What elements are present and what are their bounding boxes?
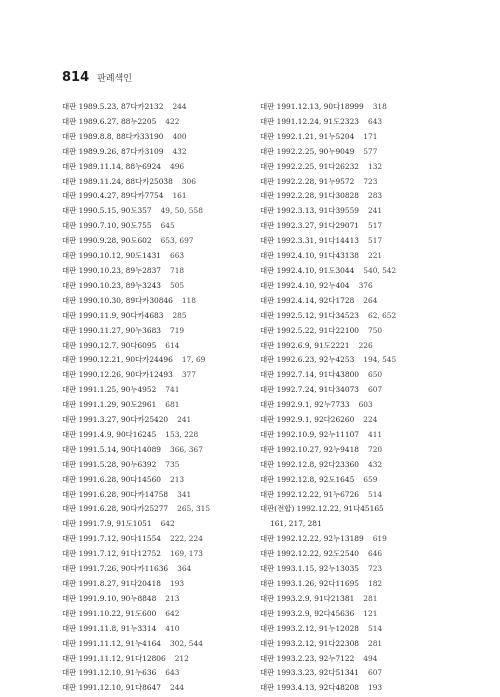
- case-citation: 대판 1993.3.23, 92다51341: [260, 668, 359, 678]
- case-index-entry: [260, 204, 460, 219]
- case-index-entry: [260, 309, 460, 324]
- case-index-entry: [62, 532, 262, 547]
- case-index-entry: [62, 383, 262, 398]
- case-citation: 대판 1992.5.22, 91다22100: [260, 325, 359, 335]
- case-index-entry: [62, 145, 262, 160]
- page-references: 226: [358, 340, 373, 350]
- case-citation: 대판 1992.7.14, 91다43800: [260, 370, 359, 380]
- case-citation: 대판 1991.7.26, 90다카11636: [62, 564, 169, 574]
- case-citation: 대판 1989.8.8, 88다카33190: [62, 131, 164, 141]
- page-references: 213: [165, 593, 180, 603]
- case-index-entry: [62, 309, 262, 324]
- page-references: 377: [181, 370, 196, 380]
- case-citation: 대판 1991.9.10, 90누8848: [62, 593, 157, 603]
- page-number: 814: [62, 70, 90, 85]
- case-citation: 대판 1990.4.27, 89다카7754: [62, 191, 164, 201]
- page-references: 281: [368, 638, 383, 648]
- case-index-entry: [260, 353, 460, 368]
- page-references: 194, 545: [363, 355, 397, 365]
- case-index-entry: [62, 234, 262, 249]
- case-citation: 대판 1990.10.30, 89다카30846: [62, 295, 173, 305]
- page-references: 642: [165, 608, 180, 618]
- case-index-entry: [260, 234, 460, 249]
- case-index-entry: [62, 249, 262, 264]
- case-citation: 대판 1990.5.15, 90도357: [62, 206, 152, 216]
- case-citation: 대판 1992.10.9, 92누11107: [260, 429, 359, 439]
- case-index-entry: [260, 577, 460, 592]
- case-index-entry: [260, 175, 460, 190]
- case-index-entry: [62, 666, 262, 681]
- page-references: 241: [177, 415, 192, 425]
- case-citation: 대판 1992.4.10, 91다43138: [260, 251, 359, 261]
- page-references: 213: [170, 474, 185, 484]
- page-references: 643: [165, 668, 180, 678]
- case-citation: 대판 1993.1.26, 92다11695: [260, 579, 359, 588]
- case-index-entry: [260, 130, 460, 145]
- case-citation: 대판 1991.6.28, 90다카25277: [62, 504, 169, 514]
- case-index-entry: [260, 458, 460, 473]
- page-references: 723: [363, 176, 378, 186]
- case-citation: 대판 1990.7.10, 90도755: [62, 221, 152, 231]
- page-references: 494: [363, 653, 378, 663]
- page-references: 49, 50, 558: [160, 206, 203, 216]
- page-references: 517: [368, 236, 383, 246]
- case-index-entry: [260, 488, 460, 503]
- case-index-entry: [62, 428, 262, 443]
- case-citation: 대판 1991.7.9, 91도1051: [62, 519, 152, 529]
- page-references: 17, 69: [181, 355, 206, 365]
- case-citation: 대판 1991.12.13, 90다18999: [260, 102, 364, 111]
- case-citation: 대판 1992.3.31, 91다14413: [260, 236, 359, 246]
- page-references: 619: [372, 534, 387, 544]
- case-citation: 대판 1989.6.27, 88누2205: [62, 116, 157, 126]
- case-citation: 대판 1992.9.1, 92누7733: [260, 400, 350, 410]
- case-index-entry: [62, 473, 262, 488]
- case-index-entry: [260, 249, 460, 264]
- case-index-entry: [62, 562, 262, 577]
- page-references: 607: [368, 385, 383, 395]
- case-index-entry: [260, 100, 460, 115]
- case-index-entry: [260, 160, 460, 175]
- case-index-entry: [62, 294, 262, 309]
- case-index-entry: [62, 353, 262, 368]
- case-citation: 대판 1991.6.28, 90다카14758: [62, 489, 169, 499]
- page-references: 121: [363, 608, 378, 618]
- case-index-entry: [62, 607, 262, 622]
- page-references: 62, 652: [368, 310, 397, 320]
- page-references: 264: [363, 295, 378, 305]
- case-index-entry: [62, 622, 262, 637]
- case-citation: 대판 1992.2.28, 91누9572: [260, 176, 355, 186]
- page-references: 607: [368, 668, 383, 678]
- case-index-entry: [260, 294, 460, 309]
- case-index-entry: [260, 339, 460, 354]
- page-references: 169, 173: [170, 549, 203, 559]
- case-index-entry: [260, 681, 460, 696]
- case-citation: 대판 1992.10.27, 92누9418: [260, 444, 359, 454]
- case-index-entry: [260, 115, 460, 130]
- page-references: 432: [368, 459, 383, 469]
- page-references: 653, 697: [160, 236, 194, 246]
- case-index-entry: [260, 145, 460, 160]
- case-index-entry: [62, 577, 262, 592]
- case-index-entry: [260, 428, 460, 443]
- case-index-entry: [62, 130, 262, 145]
- case-citation: 대판 1989.9.26, 87다카3109: [62, 146, 164, 156]
- case-index-entry: [62, 204, 262, 219]
- page-references: 376: [358, 280, 373, 290]
- case-citation: 대판 1993.2.9, 92다45636: [260, 608, 355, 618]
- page-references: 244: [172, 102, 187, 111]
- page-references: 153, 228: [165, 429, 199, 439]
- case-index-entry: [62, 398, 262, 413]
- case-index-entry: [62, 339, 262, 354]
- page-references: 265, 315: [177, 504, 211, 514]
- case-index-entry: [62, 368, 262, 383]
- case-citation: 대판 1991.1.25, 90누4952: [62, 385, 157, 395]
- page-references-continued: 161, 217, 281: [270, 519, 322, 529]
- case-citation: 대판 1992.12.8, 92다23360: [260, 459, 359, 469]
- case-citation: 대판 1990.10.23, 89누3243: [62, 280, 161, 290]
- case-index-entry: [62, 100, 262, 115]
- page-references: 720: [368, 444, 383, 454]
- page-references: 723: [368, 564, 383, 574]
- page-references: 650: [368, 370, 383, 380]
- case-citation: 대판 1989.11.24, 88다카25038: [62, 176, 173, 186]
- case-index-entry: [62, 413, 262, 428]
- page-references: 366, 367: [170, 444, 203, 454]
- case-citation: 대판 1992.2.28, 91다30828: [260, 191, 359, 201]
- page-references: 741: [165, 385, 180, 395]
- case-citation: 대판 1990.11.27, 90누3683: [62, 325, 161, 335]
- page-references: 222, 224: [170, 534, 203, 544]
- case-citation: 대판 1992.5.12, 91다34523: [260, 310, 359, 320]
- case-citation: 대판 1991.11.8, 91누3314: [62, 623, 157, 633]
- page-references: 364: [177, 564, 192, 574]
- page-references: 643: [368, 116, 383, 126]
- case-citation: 대판 1992.4.10, 92누404: [260, 280, 350, 290]
- page-references: 517: [368, 221, 383, 231]
- case-index-entry: [62, 488, 262, 503]
- case-citation: 대판 1990.12.21, 90다카24496: [62, 355, 173, 365]
- case-citation: 대판 1992.6.9, 91도2221: [260, 340, 350, 350]
- case-citation: 대판 1992.9.1, 92다26260: [260, 415, 355, 425]
- running-title: 판례색인: [97, 74, 132, 84]
- page-references: 642: [160, 519, 175, 529]
- page-references: 663: [170, 251, 185, 261]
- case-index-entry: [62, 443, 262, 458]
- case-index-entry: [260, 443, 460, 458]
- case-citation: 대판 1991.3.27, 90다카25420: [62, 415, 169, 425]
- case-citation: 대판 1991.7.12, 90다11554: [62, 534, 161, 544]
- case-citation: 대판 1991.12.10, 91누636: [62, 668, 157, 678]
- case-citation: 대판 1992.12.8, 92도1645: [260, 474, 355, 484]
- page-references: 318: [372, 102, 387, 111]
- case-citation: 대판 1990.12.26, 90다카12493: [62, 370, 173, 380]
- page-references: 244: [170, 683, 185, 693]
- page-references: 281: [363, 593, 378, 603]
- case-citation: 대판 1992.4.10, 91도3044: [260, 265, 355, 275]
- page-references: 212: [174, 653, 189, 663]
- page-references: 341: [177, 489, 192, 499]
- page-references: 302, 544: [170, 638, 203, 648]
- page-references: 193: [170, 579, 185, 588]
- case-citation: 대판 1991.6.28, 90다14560: [62, 474, 161, 484]
- page-references: 306: [181, 176, 196, 186]
- case-index-entry: [260, 652, 460, 667]
- case-citation: 대판 1990.9.28, 90도602: [62, 236, 152, 246]
- page-references: 410: [165, 623, 180, 633]
- page-header: [62, 70, 132, 85]
- case-index-entry: [260, 413, 460, 428]
- case-index-entry: [62, 175, 262, 190]
- case-index-entry: [260, 666, 460, 681]
- case-citation: 대판 1992.3.27, 91다29071: [260, 221, 359, 231]
- left-index-column: [62, 100, 262, 696]
- case-citation: 대판 1992.3.13, 91다39559: [260, 206, 359, 216]
- page-references: 718: [170, 265, 185, 275]
- case-citation: 대판 1993.4.13, 92다48208: [260, 683, 359, 693]
- case-citation: 대판 1990.10.23, 89누2837: [62, 265, 161, 275]
- case-citation: 대판 1991.10.22, 91도600: [62, 608, 157, 618]
- case-index-entry: [62, 681, 262, 696]
- case-citation: 대판 1992.1.21, 91누5204: [260, 131, 355, 141]
- case-citation: 대판 1992.2.25, 91다26232: [260, 161, 359, 171]
- case-citation: 대판 1991.5.28, 90누6392: [62, 459, 157, 469]
- page-references: 577: [363, 146, 378, 156]
- case-citation: 대판 1993.2.23, 92누7122: [260, 653, 355, 663]
- case-index-entry: [62, 592, 262, 607]
- case-citation: 대판 1993.1.15, 92누13035: [260, 564, 359, 574]
- case-index-entry: [62, 189, 262, 204]
- page-references: 283: [368, 191, 383, 201]
- page-references: 505: [170, 280, 185, 290]
- case-index-entry: [62, 637, 262, 652]
- page-references: 411: [368, 429, 383, 439]
- case-citation: 대판 1992.4.14, 92다1728: [260, 295, 355, 305]
- page-references: 221: [368, 251, 383, 261]
- page-references: 285: [172, 310, 187, 320]
- page-references: 241: [368, 206, 383, 216]
- page-references: 645: [160, 221, 175, 231]
- case-index-entry: [260, 189, 460, 204]
- page-references: 171: [363, 131, 378, 141]
- page-references: 646: [368, 549, 383, 559]
- case-index-entry: [260, 637, 460, 652]
- page-references: 182: [368, 579, 383, 588]
- case-citation: 대판 1992.2.25, 90누9049: [260, 146, 355, 156]
- case-citation: 대판 1990.10.12, 90도1431: [62, 251, 161, 261]
- right-index-column: [260, 100, 460, 696]
- case-index-entry: [62, 160, 262, 175]
- page-references: 224: [363, 415, 378, 425]
- case-index-entry: [62, 264, 262, 279]
- page-references: 681: [165, 400, 180, 410]
- case-citation: 대판 1992.12.22, 92누13189: [260, 534, 364, 544]
- case-citation: 대판 1993.2.9, 91다21381: [260, 593, 355, 603]
- page-references: 400: [172, 131, 187, 141]
- case-index-entry: [62, 652, 262, 667]
- page-references: 659: [363, 474, 378, 484]
- case-index-entry: [260, 622, 460, 637]
- case-citation: 대판(전합) 1992.12.22, 91다45165: [260, 504, 384, 514]
- page-references: 514: [368, 489, 383, 499]
- case-citation: 대판 1991.1.29, 90도2961: [62, 400, 157, 410]
- page-references: 422: [165, 116, 180, 126]
- case-citation: 대판 1991.12.10, 91다8647: [62, 683, 161, 693]
- case-citation: 대판 1993.2.12, 91다22308: [260, 638, 359, 648]
- case-citation: 대판 1993.2.12, 91누12028: [260, 623, 359, 633]
- case-index-entry: [62, 279, 262, 294]
- case-index-entry: [260, 398, 460, 413]
- page-references: 750: [368, 325, 383, 335]
- case-citation: 대판 1989.11.14, 88누6924: [62, 161, 161, 171]
- case-citation: 대판 1992.6.23, 92누4253: [260, 355, 355, 365]
- page-references: 540, 542: [363, 265, 397, 275]
- case-index-entry: [260, 532, 460, 547]
- case-index-entry: [62, 547, 262, 562]
- page-references: 193: [368, 683, 383, 693]
- case-index-entry: [62, 517, 262, 532]
- case-index-entry: [260, 592, 460, 607]
- case-index-entry: [260, 264, 460, 279]
- case-index-entry: [62, 458, 262, 473]
- case-index-entry: [260, 547, 460, 562]
- case-index-entry: [62, 115, 262, 130]
- case-citation: 대판 1990.11.9, 90다카4683: [62, 310, 164, 320]
- case-index-entry: [260, 368, 460, 383]
- page-references: 132: [368, 161, 383, 171]
- case-index-entry: [62, 502, 262, 517]
- page-references: 614: [165, 340, 180, 350]
- case-index-entry: [260, 502, 460, 532]
- page-references: 118: [181, 295, 196, 305]
- page-references: 514: [368, 623, 383, 633]
- case-citation: 대판 1992.12.22, 91누6726: [260, 489, 359, 499]
- case-citation: 대판 1991.11.12, 91누4164: [62, 638, 161, 648]
- case-index-entry: [260, 383, 460, 398]
- case-citation: 대판 1989.5.23, 87다카2132: [62, 102, 164, 111]
- case-index-entry: [260, 219, 460, 234]
- case-citation: 대판 1991.8.27, 91다20418: [62, 579, 161, 588]
- case-citation: 대판 1992.7.24, 91다34073: [260, 385, 359, 395]
- case-index-entry: [260, 473, 460, 488]
- page-references: 161: [172, 191, 187, 201]
- case-citation: 대판 1991.4.9, 90다16245: [62, 429, 157, 439]
- page-references: 719: [170, 325, 185, 335]
- case-citation: 대판 1991.7.12, 91다12752: [62, 549, 161, 559]
- case-citation: 대판 1991.5.14, 90다14089: [62, 444, 161, 454]
- case-index-entry: [260, 562, 460, 577]
- page-references: 496: [170, 161, 185, 171]
- case-index-entry: [260, 324, 460, 339]
- case-index-entry: [260, 607, 460, 622]
- case-index-entry: [260, 279, 460, 294]
- case-citation: 대판 1991.11.12, 91다12806: [62, 653, 166, 663]
- page-references: 735: [165, 459, 180, 469]
- case-citation: 대판 1990.12.7, 90다6095: [62, 340, 157, 350]
- case-citation: 대판 1992.12.22, 92도2540: [260, 549, 359, 559]
- case-index-entry: [62, 219, 262, 234]
- page-references: 432: [172, 146, 187, 156]
- page-references: 603: [358, 400, 373, 410]
- case-citation: 대판 1991.12.24, 91도2323: [260, 116, 359, 126]
- case-index-entry: [62, 324, 262, 339]
